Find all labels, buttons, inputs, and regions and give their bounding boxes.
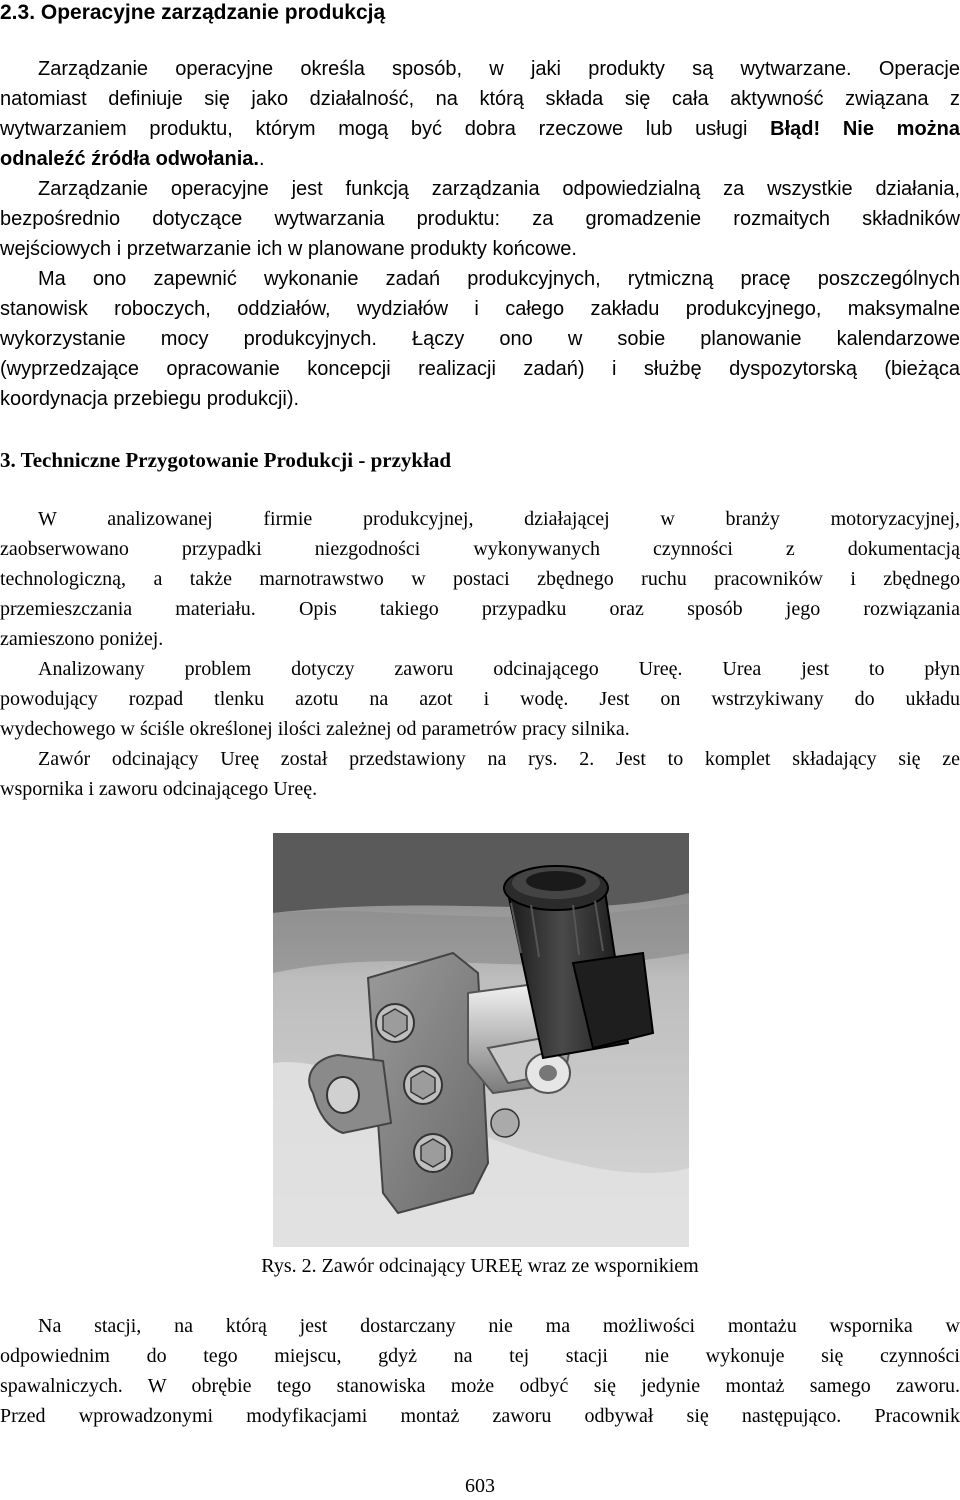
body-p1-line-3: technologiczną, a także marnotrawstwo w postaci zbędnego ruchu pracowników i zbędnego: [0, 568, 960, 590]
intro-p3-line-3: wykorzystanie mocy produkcyjnych. Łączy ono w sobie planowanie kalendarzowe: [0, 328, 960, 350]
body-p3-line-1: Zawór odcinający Ureę został przedstawiony na rys. 2. Jest to komplet składający się ze: [38, 748, 960, 770]
body-p1-line-4: przemieszczania materiału. Opis takiego przypadku oraz sposób jego rozwiązania: [0, 598, 960, 620]
intro-p1-line-1: Zarządzanie operacyjne określa sposób, w jaki produkty są wytwarzane. Operacje: [38, 58, 960, 80]
body-p1-line-1: W analizowanej firmie produkcyjnej, działającej w branży motoryzacyjnej,: [38, 508, 960, 530]
figure-caption: Rys. 2. Zawór odcinający UREĘ wraz ze wspornikiem: [261, 1255, 699, 1277]
intro-p3-line-4: (wyprzedzające opracowanie koncepcji realizacji zadań) i służbę dyspozytorską (bieżąca: [0, 358, 960, 380]
valve-photo: [273, 833, 689, 1247]
intro-p3-line-5: koordynacja przebiegu produkcji).: [0, 388, 300, 410]
body-p3-line-2: wspornika i zaworu odcinającego Ureę.: [0, 778, 318, 800]
body-p4-line-4: Przed wprowadzonymi modyfikacjami montaż zaworu odbywał się następująco. Pracownik: [0, 1405, 960, 1427]
body-p2-line-3: wydechowego w ściśle określonej ilości zależnej od parametrów pracy silnika.: [0, 718, 630, 740]
intro-p3-line-2: stanowisk roboczych, oddziałów, wydziałów i całego zakładu produkcyjnego, maksymalne: [0, 298, 960, 320]
body-p4-line-2: odpowiednim do tego miejscu, gdyż na tej stacji nie wykonuje się czynności: [0, 1345, 960, 1367]
body-p1-line-5: zamieszono poniżej.: [0, 628, 164, 650]
reference-error-trailing: .: [258, 148, 265, 170]
body-p2-line-2: powodujący rozpad tlenku azotu na azot i wodę. Jest on wstrzykiwany do układu: [0, 688, 960, 710]
section-heading: 2.3. Operacyjne zarządzanie produkcją: [0, 1, 386, 24]
intro-p1-line-3: [0, 117, 960, 141]
body-p1-line-2: zaobserwowano przypadki niezgodności wykonywanych czynności z dokumentacją: [0, 538, 960, 560]
body-p4-line-1: Na stacji, na którą jest dostarczany nie ma możliwości montażu wspornika w: [38, 1315, 960, 1337]
page-number: 603: [465, 1475, 495, 1497]
valve-photo-illustration: [273, 833, 689, 1247]
body-p2-line-1: Analizowany problem dotyczy zaworu odcinającego Ureę. Urea jest to płyn: [38, 658, 960, 680]
reference-error-part2: odnaleźć źródła odwołania.: [0, 148, 259, 170]
intro-p1-line-2: natomiast definiuje się jako działalność, na którą składa się cała aktywność związana z: [0, 88, 960, 110]
body-p4-line-3: spawalniczych. W obrębie tego stanowiska może odbyć się jedynie montaż samego zaworu.: [0, 1375, 960, 1397]
chapter-heading: 3. Techniczne Przygotowanie Produkcji - przykład: [0, 448, 452, 472]
intro-p2-line-2: bezpośrednio dotyczące wytwarzania produktu: za gromadzenie rozmaitych składników: [0, 208, 960, 230]
intro-p2-line-3: wejściowych i przetwarzanie ich w planowane produkty końcowe.: [0, 238, 577, 260]
intro-p2-line-1: Zarządzanie operacyjne jest funkcją zarządzania odpowiedzialną za wszystkie działania,: [38, 178, 960, 200]
intro-p3-line-1: Ma ono zapewnić wykonanie zadań produkcyjnych, rytmiczną pracę poszczególnych: [38, 268, 960, 290]
reference-error-part1: Błąd! Nie można: [770, 118, 960, 140]
intro-p1-line-4: [0, 147, 960, 171]
intro-p1-line-3-text: wytwarzaniem produktu, którym mogą być dobra rzeczowe lub usługi: [0, 118, 748, 140]
